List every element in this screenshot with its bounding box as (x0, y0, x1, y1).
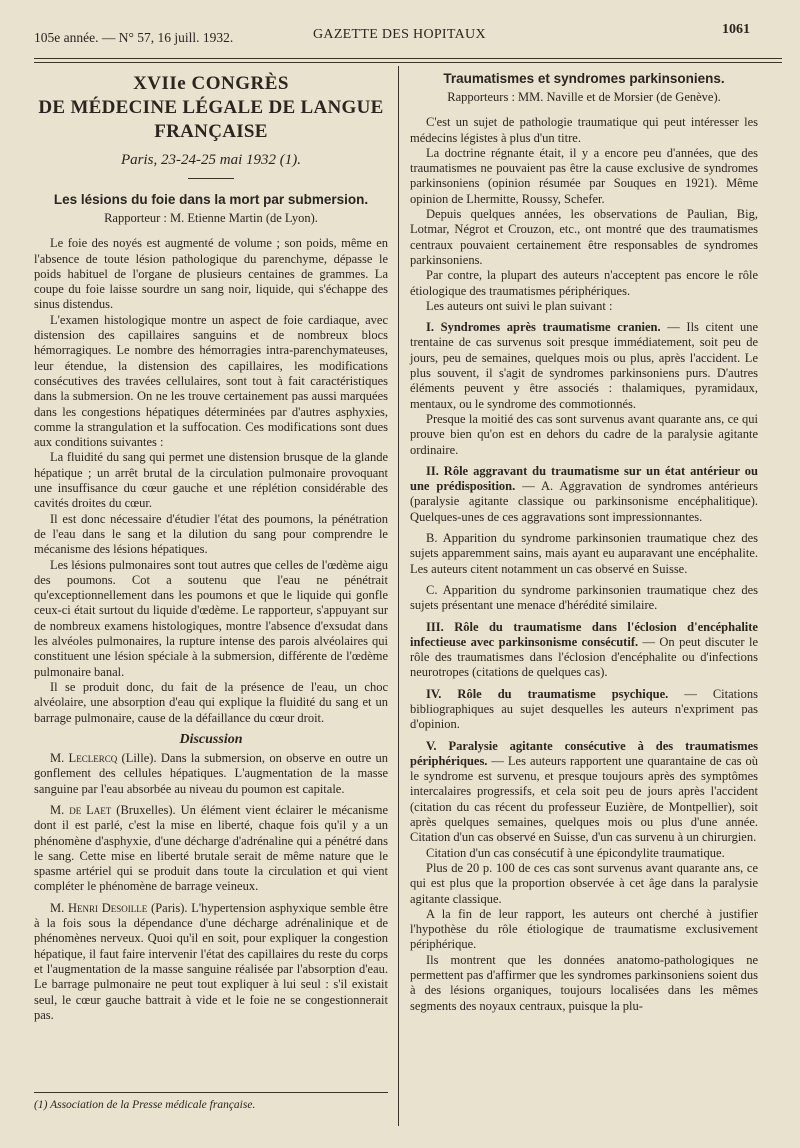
speaker-name: M. de Laet (50, 802, 112, 817)
subsection-heading: III. Rôle du traumatisme dans l'éclosion d'encéphalite infectieuse avec parkinsonisme consécutif. (410, 619, 758, 649)
subsection-5 (410, 739, 758, 846)
subsection-heading: II. Rôle aggravant du traumatisme sur un état antérieur ou une prédisposition. (410, 463, 758, 494)
subsection-heading: IV. Rôle du traumatisme psychique. (426, 686, 669, 701)
paragraph: C'est un sujet de pathologie traumatique qui peut intéresser les médecins légistes à plus d'un titre. (410, 115, 758, 145)
subsection-text: — Les auteurs rapportent une quarantaine de cas où le syndrome est survenu, et presque toujours après des symptômes intercalaires progressifs, et cela soit peu de jours après l'accident (citation du cas récent du professeur Euzière, de Montpellier), soit après quelques semaines, quelques mois ou plus d'une année. Citation d'un cas observé en Suisse, d'un cas survenu à un chirurgien. (410, 753, 758, 845)
paragraph: Plus de 20 p. 100 de ces cas sont survenus avant quarante ans, ce qui est plus que la proportion observée à cet âge dans la paralysie agitante classique. (410, 860, 758, 906)
paragraph: Les lésions pulmonaires sont tout autres que celles de l'œdème aigu des poumons. Cot a soutenu que l'eau ne pénétrait qu'exceptionnellement dans les poumons et que le liquide qui gonfle ceux-ci était surtout du liquide d'œdème. Le rapporteur, s'appuyant sur de nombreux examens histologiques, montre l'absence d'exsudat dans les alvéoles pulmonaires, la rupture intense des parois alvéolaires qui constituent une lésion spéciale à la submersion, différente de l'œdème pulmonaire banal. (34, 557, 388, 679)
congress-dates: Paris, 23-24-25 mai 1932 (1). (121, 152, 301, 168)
congress-subtitle: DE MÉDECINE LÉGALE DE LANGUE FRANÇAISE (38, 97, 384, 142)
subsection-3 (410, 620, 758, 681)
congress-title: XVIIe CONGRÈS (133, 73, 289, 94)
subsection-text: — On peut discuter le rôle des traumatismes dans l'éclosion d'encéphalite ou d'infections neurotropes (citations de quelques cas). (410, 634, 758, 680)
paragraph: L'examen histologique montre un aspect de foie cardiaque, avec distension des capillaires sanguins et de nombreux blocs hémorragiques. Le nombre des hémorragies intra-parenchymateuses, leur étendue, la distension des capillaires, les modifications consécutives des travées cellulaires, sont tout à fait caractéristiques dans la submersion. On ne les trouve certainement pas aussi marquées dans les congestions hépatiques déterminées par d'autres asphyxies, comme la strangulation et la suffocation. Ces modifications sont dues aux conditions suivantes : (34, 312, 388, 450)
column-divider (398, 66, 399, 1126)
left-column (34, 72, 388, 1023)
section-title: Traumatismes et syndromes parkinsoniens. (443, 71, 725, 86)
paragraph: B. Apparition du syndrome parkinsonien traumatique chez des sujets apparemment sains, mais ayant eu auparavant une encéphalite. Les auteurs citent notamment un cas observé en Suisse. (410, 531, 758, 576)
discussion-entry (34, 803, 388, 895)
section-title: Les lésions du foie dans la mort par submersion. (53, 192, 369, 207)
paragraph: La fluidité du sang qui permet une distension brusque de la glande hépatique ; un arrêt brutal de la circulation pulmonaire provoquant une insuffisance du cœur gauche et une réplétion considérable des cavités droites du cœur. (34, 450, 388, 511)
paragraph: C. Apparition du syndrome parkinsonien traumatique chez des sujets présentant une menace d'hérédité similaire. (410, 582, 758, 613)
speaker-text: (Bruxelles). Un élément vient éclairer le mécanisme dont il est parlé, c'est la mise en liberté, chaque fois qu'il y a un phénomène d'asphyxie, d'une décharge d'adrénaline qui a pénétré dans le sang. Cette mise en liberté brutale serait de même nature que le spasme artériel qui se produit dans toute la circulation et qui vient compléter le phénomène de barrage veineux. (34, 802, 388, 894)
header-rule (34, 58, 782, 59)
journal-title: GAZETTE DES HOPITAUX (313, 27, 486, 42)
discussion-entry (34, 751, 388, 797)
header-rule-thin (34, 62, 782, 63)
paragraph: Les auteurs ont suivi le plan suivant : (426, 298, 613, 313)
subsection-heading: V. Paralysie agitante consécutive à des traumatismes périphériques. (410, 738, 758, 768)
speaker-text: (Paris). L'hypertension asphyxique semble être à la fois sous la dépendance d'une décharge adrénalinique et de phénomènes nerveux. Quoi qu'il en soit, pour expliquer la congestion hépatique, il faut faire intervenir l'état des capillaires du reste du corps et l'augmentation de la masse sanguine réalisée par l'absorption d'eau. Le barrage pulmonaire ne peut tout expliquer à lui seul : s'il existait seul, le cœur gauche battrait à vide et le foie ne se congestionnerait pas. (34, 900, 388, 1022)
discussion-heading: Discussion (179, 731, 243, 747)
title-separator (188, 178, 234, 179)
footnote: (1) Association de la Presse médicale française. (34, 1092, 388, 1111)
paragraph: Il se produit donc, du fait de la présence de l'eau, un choc alvéolaire, une absorption d'eau qui explique la fluidité du sang et un barrage pulmonaire, cause de la défaillance du cœur droit. (34, 679, 388, 725)
speaker-name: M. Henri Desoille (50, 900, 148, 915)
paragraph: Par contre, la plupart des auteurs n'acceptent pas encore le rôle étiologique des traumatismes périphériques. (410, 268, 758, 298)
right-column (410, 70, 758, 1014)
subsection-text: — Citations bibliographiques au sujet desquelles les auteurs n'expriment pas d'opinion. (410, 686, 758, 732)
paragraph: Presque la moitié des cas sont survenus avant quarante ans, ce qui prouve bien qu'on est en dehors du cadre de la paralysie agitante ordinaire. (410, 411, 758, 457)
paragraph: Ils montrent que les données anatomo-pathologiques ne permettent pas d'affirmer que les syndromes parkinsoniens soient dus à des lésions organiques, toujours localisées dans les mêmes segments des noyaux centraux, puisque la plu- (410, 952, 758, 1013)
paragraph: Citation d'un cas consécutif à une épicondylite traumatique. (426, 845, 725, 860)
subsection-text: — Ils citent une trentaine de cas survenus soit presque immédiatement, soit peu de jours, peu de semaines, quelques mois ou plus, après l'accident. Le plus souvent, il s'agit de syndromes parkinsoniens purs. D'autres éléments peuvent y être associés : thalamiques, pyramidaux, mentaux, ou le syndrome des commotionnés. (410, 320, 758, 411)
speaker-name: M. Leclercq (50, 751, 118, 766)
speaker-text: (Lille). Dans la submersion, on observe en outre un gonflement des cellules hépatiques. L'augmentation de la masse sanguine par l'eau absorbée au niveau du poumon est capitale. (34, 751, 388, 796)
running-header (28, 22, 778, 44)
subsection-4 (410, 687, 758, 733)
subsection-1 (410, 320, 758, 412)
paragraph: A la fin de leur rapport, les auteurs ont cherché à justifier l'hypothèse du rôle étiologique de traumatisme exclusivement périphérique. (410, 906, 758, 952)
rapporteur: Rapporteur : M. Etienne Martin (de Lyon). (104, 211, 318, 225)
page-number: 1061 (722, 22, 750, 37)
discussion-entry (34, 901, 388, 1023)
paragraph: La doctrine régnante était, il y a encore peu d'années, que des traumatismes ne pouvaient pas être la cause exclusive de syndromes parkinsoniens (opinion résumée par Souques en 1921). Même opinion de Lhermitte, Roussy, Schefer. (410, 145, 758, 206)
subsection-text: — A. Aggravation de syndromes antérieurs (paralysie agitante classique ou parkinsonisme encéphalitique). Quelques-unes de ces aggravations sont impressionnantes. (410, 479, 758, 524)
paragraph: Depuis quelques années, les observations de Paulian, Big, Lotmar, Négrot et Crouzon, etc., ont montré que des traumatismes centraux pouvaient certainement être responsables de syndromes parkinsoniens. (410, 207, 758, 267)
paragraph: Le foie des noyés est augmenté de volume ; son poids, même en l'absence de toute lésion pathologique du parenchyme, dépasse le poids habituel de l'organe de plusieurs centaines de grammes. La coupe du foie laisse sourdre un sang noir, liquide, qui s'échappe des sinus distendus. (34, 236, 388, 312)
paragraph: Il est donc nécessaire d'étudier l'état des poumons, la pénétration de l'eau dans le sang et la dilution du sang pour comprendre le mécanisme des lésions hépatiques. (34, 511, 388, 557)
subsection-heading: I. Syndromes après traumatisme cranien. (426, 320, 661, 335)
issue-info: 105e année. — N° 57, 16 juill. 1932. (34, 30, 234, 45)
rapporteurs: Rapporteurs : MM. Naville et de Morsier (de Genève). (447, 90, 721, 104)
subsection-2 (410, 464, 758, 525)
